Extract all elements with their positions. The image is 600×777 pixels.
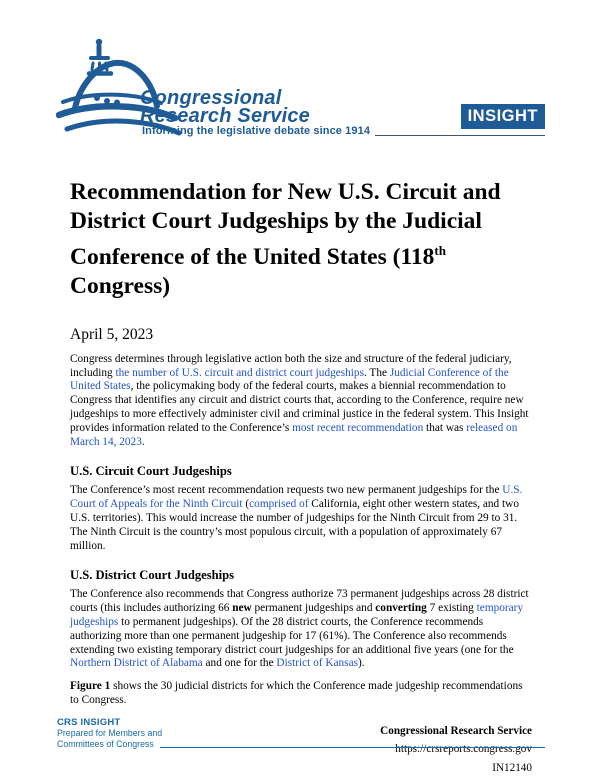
hyperlink[interactable]: Judicial Conference of the United States bbox=[70, 366, 509, 393]
footer-series-label: CRS INSIGHT bbox=[57, 717, 121, 728]
document-id: IN12140 bbox=[492, 761, 532, 774]
crs-logo-wordmark bbox=[140, 87, 310, 127]
header-divider bbox=[375, 135, 545, 136]
insight-badge: INSIGHT bbox=[461, 104, 545, 129]
circuit-paragraph: The Conference’s most recent recommendation requests two new permanent judgeships for the U.S. Court of Appeals for the Ninth Circuit (comprised of California, eight other western states, and two U.S. territories). This would increase the number of judgeships for the Ninth Circuit from 29 to 31. The Ninth Circuit is the country’s most populous circuit, with a population of approximately 67 million. bbox=[70, 484, 523, 552]
document-content bbox=[70, 178, 532, 777]
logo-line-1: Congressional bbox=[140, 87, 282, 109]
hyperlink[interactable]: temporary judgeships bbox=[70, 602, 524, 628]
bold-text: new bbox=[232, 602, 252, 615]
logo-tagline: Informing the legislative debate since 1914 bbox=[142, 125, 371, 137]
report-url-link[interactable]: https://crsreports.congress.gov bbox=[395, 743, 532, 756]
hyperlink[interactable]: released on March 14, 2023 bbox=[70, 421, 518, 448]
district-paragraph: The Conference also recommends that Congress authorize 73 permanent judgeships across 28 district courts (this includes authorizing 66 new permanent judgeships and converting 7 existing temporary judgeships to permanent judgeships). Of the 28 district courts, the Conference recommends authorizing more than one permanent judgeship for 17 (61%). The Conference also recommends extending two existing temporary district court judgeships for an additional five years (one for the Northern District of Alabama and one for the District of Kansas). bbox=[70, 588, 529, 670]
page-title: Recommendation for New U.S. Circuit and District Court Judgeships by the Judicial Conference of the United States (118th Congress) bbox=[70, 179, 501, 299]
hyperlink[interactable]: most recent recommendation bbox=[292, 421, 424, 434]
figure-reference-paragraph: Figure 1 shows the 30 judicial districts for which the Conference made judgeship recommendations to Congress. bbox=[70, 680, 523, 706]
intro-paragraph: Congress determines through legislative action both the size and structure of the federal judiciary, including the number of U.S. circuit and district court judgeships. The Judicial Conference of the United States, the policymaking body of the federal courts, makes a biennial recommendation to Congress that identifies any circuit and district courts that, according to the Conference, require new judgeships to more effectively administer civil and criminal justice in the federal system. This Insight provides information related to the Conference’s most recent recommendation that was released on March 14, 2023. bbox=[70, 352, 529, 448]
hyperlink[interactable]: U.S. Court of Appeals for the Ninth Circuit bbox=[70, 484, 523, 511]
superscript: th bbox=[434, 243, 446, 258]
footer-prepared-line-1: Prepared for Members and bbox=[57, 728, 163, 738]
section-heading-district: U.S. District Court Judgeships bbox=[70, 568, 235, 583]
footer bbox=[57, 717, 545, 750]
hyperlink[interactable]: District of Kansas bbox=[276, 657, 358, 670]
section-heading-circuit: U.S. Circuit Court Judgeships bbox=[70, 464, 232, 479]
bold-text: converting bbox=[375, 602, 427, 615]
publication-date: April 5, 2023 bbox=[70, 325, 154, 343]
footer-divider bbox=[160, 747, 545, 748]
footer-prepared-line-2: Committees of Congress bbox=[57, 739, 154, 749]
bold-text: Figure 1 bbox=[70, 680, 111, 693]
logo-line-2: Research Service bbox=[140, 104, 310, 127]
hyperlink[interactable]: comprised of bbox=[249, 498, 309, 511]
publisher-name: Congressional Research Service bbox=[380, 724, 532, 737]
hyperlink[interactable]: Northern District of Alabama bbox=[70, 657, 203, 670]
hyperlink[interactable]: the number of U.S. circuit and district court judgeships bbox=[115, 366, 364, 379]
